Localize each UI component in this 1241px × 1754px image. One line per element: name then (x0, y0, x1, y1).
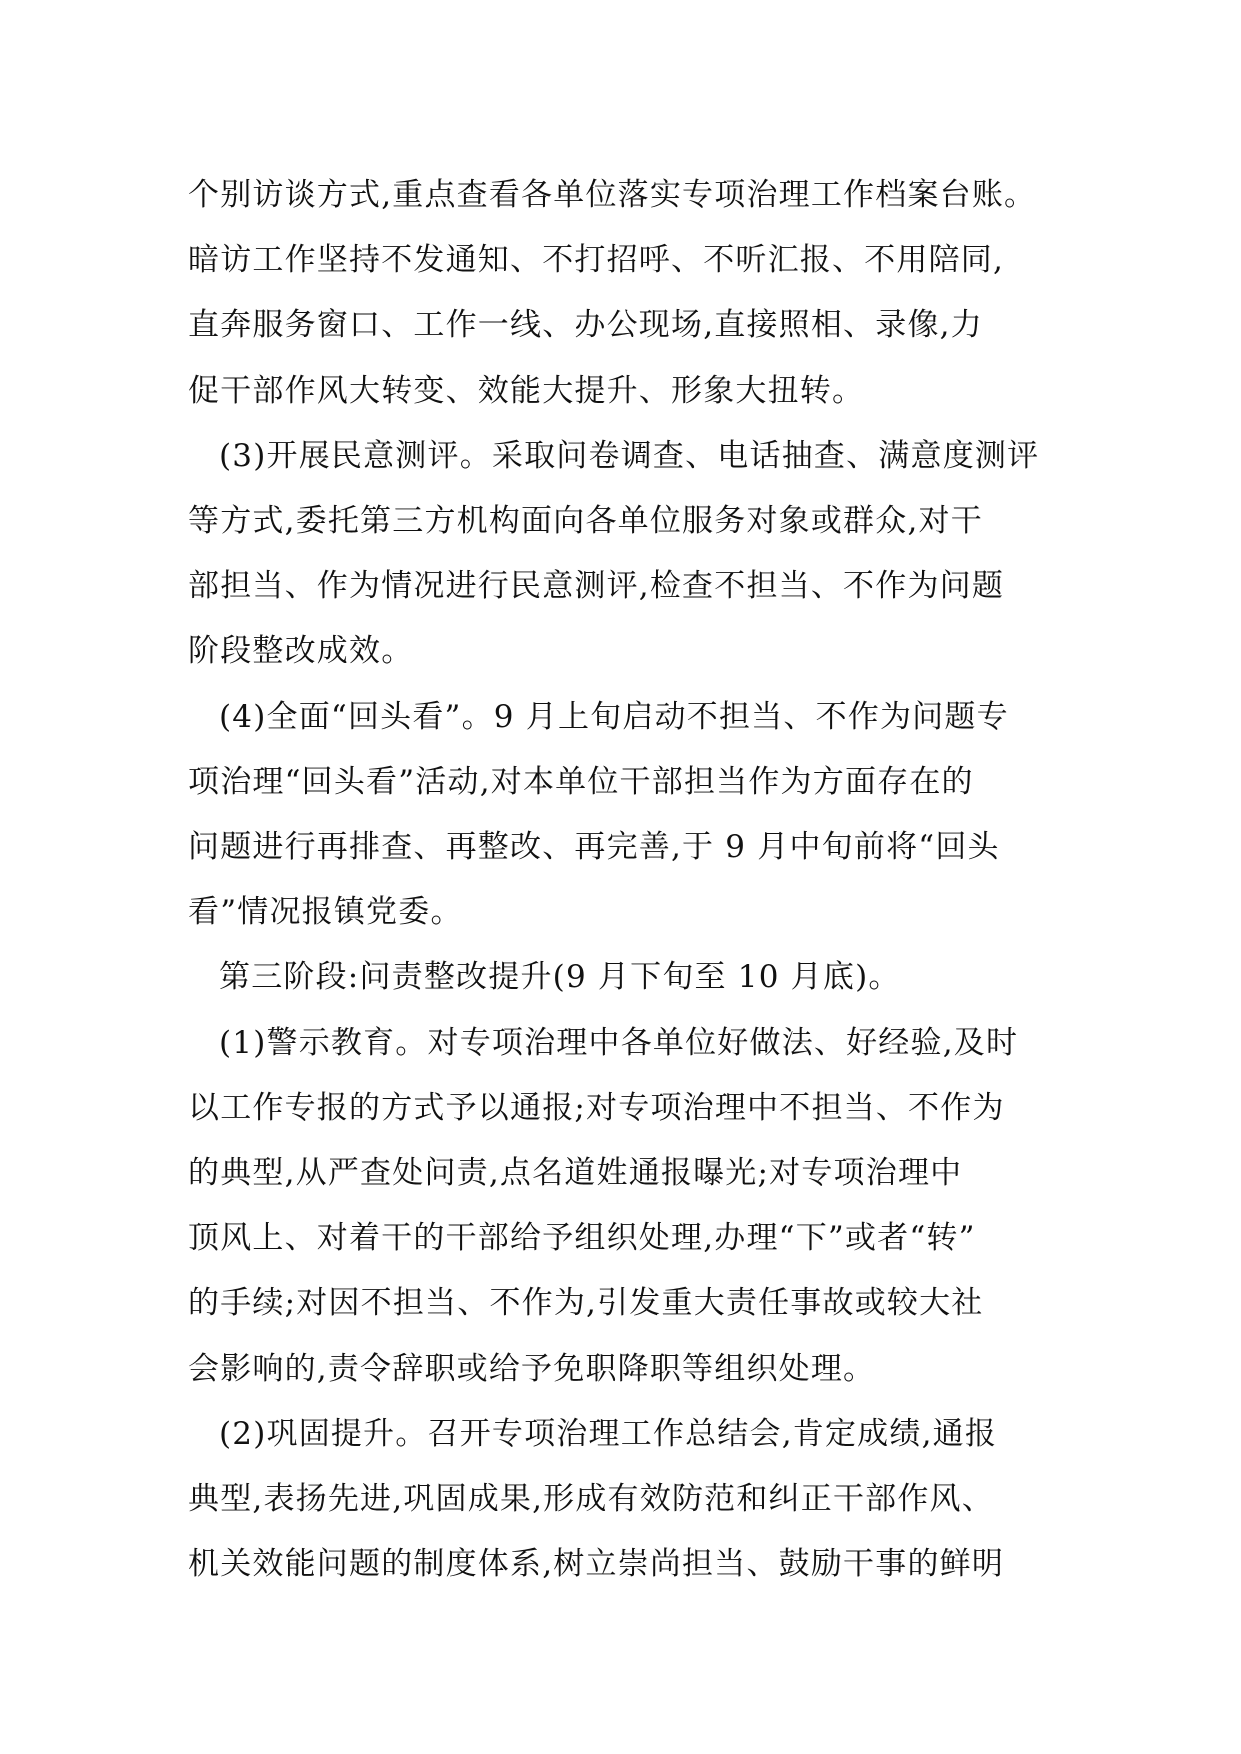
text-line: 部担当、作为情况进行民意测评,检查不担当、不作为问题 (188, 568, 1005, 605)
document-body (188, 163, 1088, 1597)
text-line: 问题进行再排查、再整改、再完善,于 9 月中旬前将“回头 (188, 829, 1000, 866)
text-line: (3)开展民意测评。采取问卷调查、电话抽查、满意度测评 (219, 437, 1040, 474)
text-line: 等方式,委托第三方机构面向各单位服务对象或群众,对干 (188, 503, 983, 540)
paragraph-phase-three-heading (188, 945, 1088, 1010)
paragraph-look-back-review (188, 685, 1088, 946)
text-line: 直奔服务窗口、工作一线、办公现场,直接照相、录像,力 (188, 307, 983, 344)
text-line: (4)全面“回头看”。9 月上旬启动不担当、不作为问题专 (219, 698, 1009, 735)
text-line: 第三阶段:问责整改提升(9 月下旬至 10 月底)。 (219, 959, 901, 996)
text-line: 以工作专报的方式予以通报;对专项治理中不担当、不作为 (188, 1089, 1005, 1126)
paragraph-interview-inspection (188, 163, 1088, 424)
text-line: (2)巩固提升。召开专项治理工作总结会,肯定成绩,通报 (219, 1415, 998, 1452)
text-line: 会影响的,责令辞职或给予免职降职等组织处理。 (188, 1350, 876, 1387)
text-line: 个别访谈方式,重点查看各单位落实专项治理工作档案台账。 (188, 177, 1037, 213)
text-line: 暗访工作坚持不发通知、不打招呼、不听汇报、不用陪同, (188, 242, 1005, 279)
text-line: 项治理“回头看”活动,对本单位干部担当作为方面存在的 (188, 763, 974, 800)
text-line: 机关效能问题的制度体系,树立崇尚担当、鼓励干事的鲜明 (188, 1546, 1005, 1583)
text-line: 促干部作风大转变、效能大提升、形象大扭转。 (188, 372, 865, 409)
text-line: 顶风上、对着干的干部给予组织处理,办理“下”或者“转” (188, 1220, 976, 1257)
text-line: (1)警示教育。对专项治理中各单位好做法、好经验,及时 (219, 1024, 1019, 1061)
text-line: 的典型,从严查处问责,点名道姓通报曝光;对专项治理中 (188, 1155, 963, 1192)
text-line: 的手续;对因不担当、不作为,引发重大责任事故或较大社 (188, 1285, 984, 1322)
text-line: 阶段整改成效。 (188, 633, 414, 670)
paragraph-public-opinion-survey (188, 424, 1088, 685)
text-line: 看”情况报镇党委。 (188, 894, 463, 931)
text-line: 典型,表扬先进,巩固成果,形成有效防范和纠正干部作风、 (188, 1481, 994, 1518)
paragraph-warning-education (188, 1011, 1088, 1402)
paragraph-consolidation (188, 1402, 1088, 1598)
